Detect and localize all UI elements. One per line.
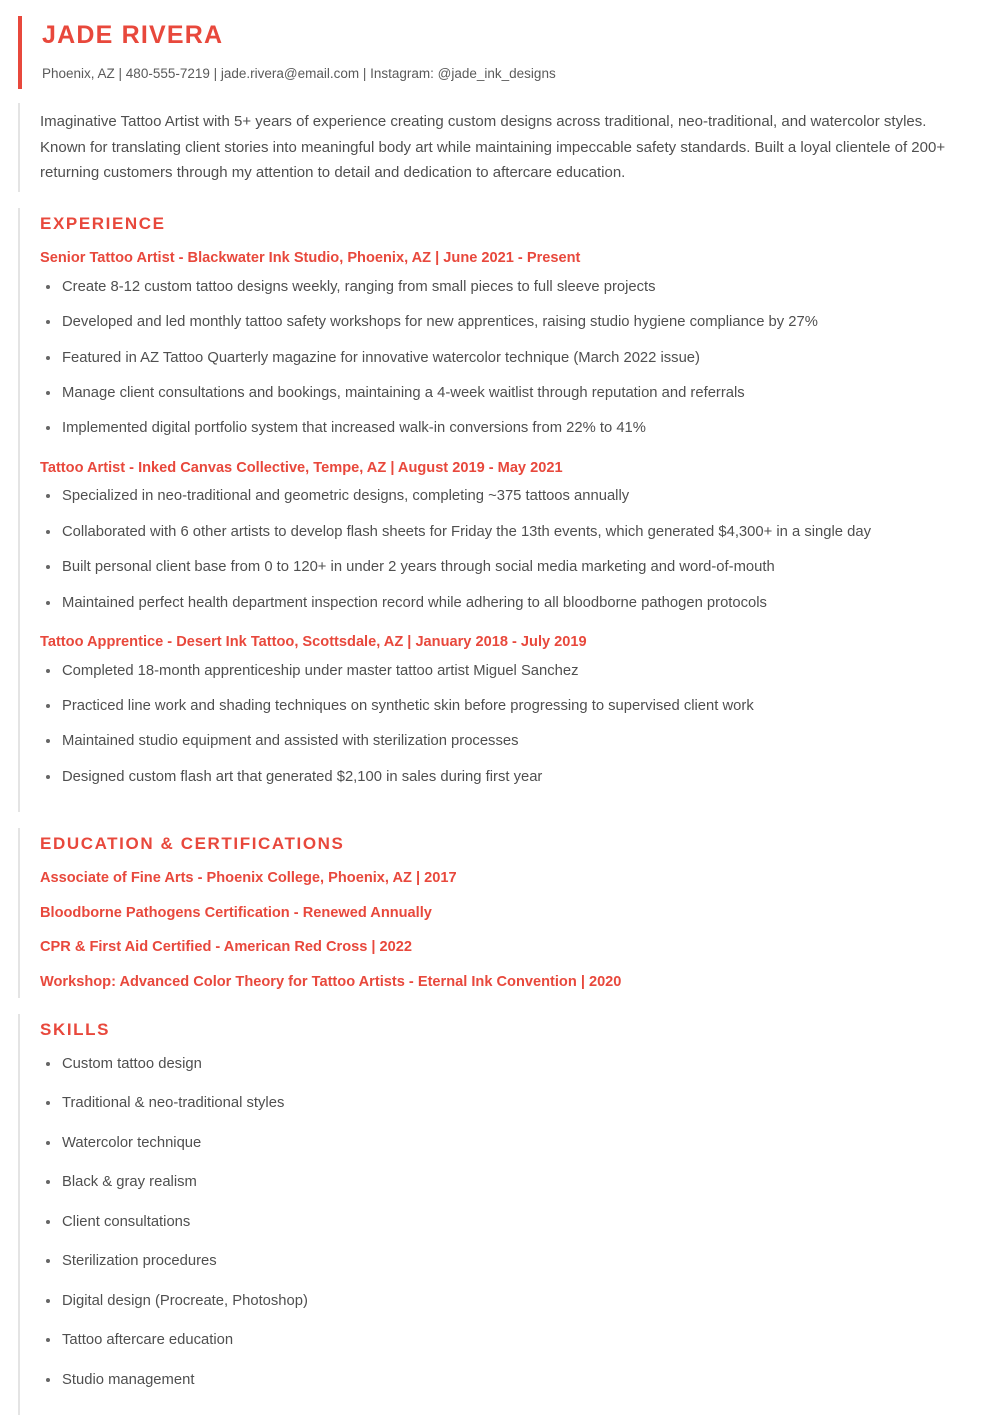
job-bullet: Manage client consultations and bookings, maintaining a 4-week waitlist through reputation and referrals	[40, 383, 949, 404]
skills-section	[18, 1014, 949, 1415]
skill-item: Digital design (Procreate, Photoshop)	[40, 1291, 949, 1312]
experience-entry	[40, 248, 949, 440]
skill-item: Client consultations	[40, 1212, 949, 1233]
skill-item: Custom tattoo design	[40, 1054, 949, 1075]
job-bullet: Maintained studio equipment and assisted with sterilization processes	[40, 731, 949, 752]
job-title: Tattoo Artist - Inked Canvas Collective, Tempe, AZ | August 2019 - May 2021	[40, 459, 563, 476]
education-entry: CPR & First Aid Certified - American Red Cross | 2022	[40, 939, 412, 956]
job-bullet: Featured in AZ Tattoo Quarterly magazine for innovative watercolor technique (March 2022 issue)	[40, 348, 949, 369]
job-bullet: Create 8-12 custom tattoo designs weekly, ranging from small pieces to full sleeve projects	[40, 277, 949, 298]
job-bullet: Implemented digital portfolio system that increased walk-in conversions from 22% to 41%	[40, 418, 949, 439]
job-title: Senior Tattoo Artist - Blackwater Ink Studio, Phoenix, AZ | June 2021 - Present	[40, 250, 581, 267]
job-bullet-list	[40, 661, 949, 789]
job-bullet: Designed custom flash art that generated $2,100 in sales during first year	[40, 767, 949, 788]
job-bullet: Collaborated with 6 other artists to develop flash sheets for Friday the 13th events, which generated $4,300+ in a single day	[40, 522, 949, 543]
job-bullet: Maintained perfect health department inspection record while adhering to all bloodborne pathogen protocols	[40, 593, 949, 614]
education-heading: EDUCATION & CERTIFICATIONS	[40, 834, 345, 854]
education-entry: Workshop: Advanced Color Theory for Tattoo Artists - Eternal Ink Convention | 2020	[40, 973, 622, 990]
resume-header	[18, 16, 949, 89]
job-bullet: Built personal client base from 0 to 120+ in under 2 years through social media marketing and word-of-mouth	[40, 557, 949, 578]
contact-line: Phoenix, AZ | 480-555-7219 | jade.rivera@email.com | Instagram: @jade_ink_designs	[42, 66, 556, 82]
skills-list	[40, 1054, 949, 1391]
job-bullet: Completed 18-month apprenticeship under master tattoo artist Miguel Sanchez	[40, 661, 949, 682]
skill-item: Tattoo aftercare education	[40, 1330, 949, 1351]
job-bullet-list	[40, 486, 949, 614]
skills-heading: SKILLS	[40, 1020, 111, 1040]
skill-item: Black & gray realism	[40, 1172, 949, 1193]
skill-item: Sterilization procedures	[40, 1251, 949, 1272]
job-bullet: Practiced line work and shading techniques on synthetic skin before progressing to supervised client work	[40, 696, 949, 717]
job-title: Tattoo Apprentice - Desert Ink Tattoo, Scottsdale, AZ | January 2018 - July 2019	[40, 634, 587, 651]
skill-item: Studio management	[40, 1370, 949, 1391]
experience-entry	[40, 458, 949, 614]
skill-item: Watercolor technique	[40, 1133, 949, 1154]
job-bullet-list	[40, 277, 949, 440]
skill-item: Traditional & neo-traditional styles	[40, 1093, 949, 1114]
candidate-name: JADE RIVERA	[42, 21, 224, 49]
education-section	[18, 828, 949, 998]
job-bullet: Specialized in neo-traditional and geometric designs, completing ~375 tattoos annually	[40, 486, 949, 507]
experience-entry	[40, 632, 949, 788]
education-entry: Associate of Fine Arts - Phoenix College, Phoenix, AZ | 2017	[40, 870, 457, 887]
experience-section	[18, 208, 949, 812]
job-bullet: Developed and led monthly tattoo safety workshops for new apprentices, raising studio hygiene compliance by 27%	[40, 312, 949, 333]
summary-block	[18, 103, 949, 192]
education-entry: Bloodborne Pathogens Certification - Renewed Annually	[40, 904, 432, 921]
experience-heading: EXPERIENCE	[40, 214, 166, 234]
professional-summary: Imaginative Tattoo Artist with 5+ years of experience creating custom designs across traditional, neo-traditional, and watercolor styles. Known for translating client stories into meaningful body art while maintaining impeccable safety standards. Built a loyal clientele of 200+ returning customers through my attention to detail and dedication to aftercare education.	[40, 112, 946, 182]
